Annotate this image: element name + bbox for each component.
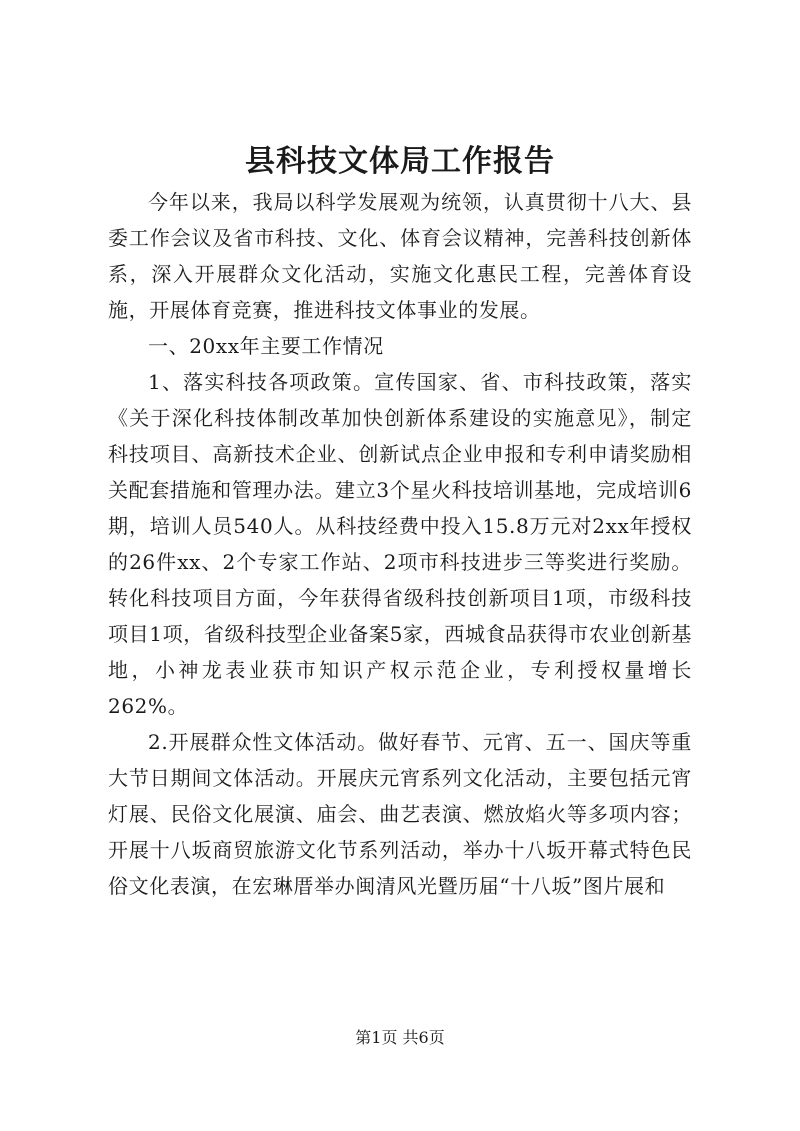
- activities-paragraph: 2.开展群众性文体活动。做好春节、元宵、五一、国庆等重大节日期间文体活动。开展庆元宵系列文化活动，主要包括元宵灯展、民俗文化展演、庙会、曲艺表演、燃放焰火等多项内容；开展十八坂商贸旅游文化节系列活动，举办十八坂开幕式特色民俗文化表演，在宏琳厝举办闽清风光暨历届“十八坂”图片展和: [108, 730, 692, 898]
- policy-paragraph: 1、落实科技各项政策。宣传国家、省、市科技政策，落实《关于深化科技体制改革加快创新体系建设的实施意见》，制定科技项目、高新技术企业、创新试点企业申报和专利申请奖励相关配套措施和管理办法。建立3个星火科技培训基地，完成培训6期，培训人员540人。从科技经费中投入15.8万元对2xx年授权的26件xx、2个专家工作站、2项市科技进步三等奖进行奖励。转化科技项目方面，今年获得省级科技创新项目1项，市级科技项目1项，省级科技型企业备案5家，西城食品获得市农业创新基地，小神龙表业获市知识产权示范企业，专利授权量增长262%。: [108, 370, 692, 718]
- section-heading: 一、20xx年主要工作情况: [148, 334, 384, 358]
- intro-paragraph: 今年以来，我局以科学发展观为统领，认真贯彻十八大、县委工作会议及省市科技、文化、体育会议精神，完善科技创新体系，深入开展群众文化活动，实施文化惠民工程，完善体育设施，开展体育竞赛，推进科技文体事业的发展。: [108, 190, 692, 322]
- page-footer: 第1页 共6页: [355, 1028, 445, 1047]
- document-title: 县科技文体局工作报告: [245, 144, 555, 179]
- document-body: [108, 184, 692, 904]
